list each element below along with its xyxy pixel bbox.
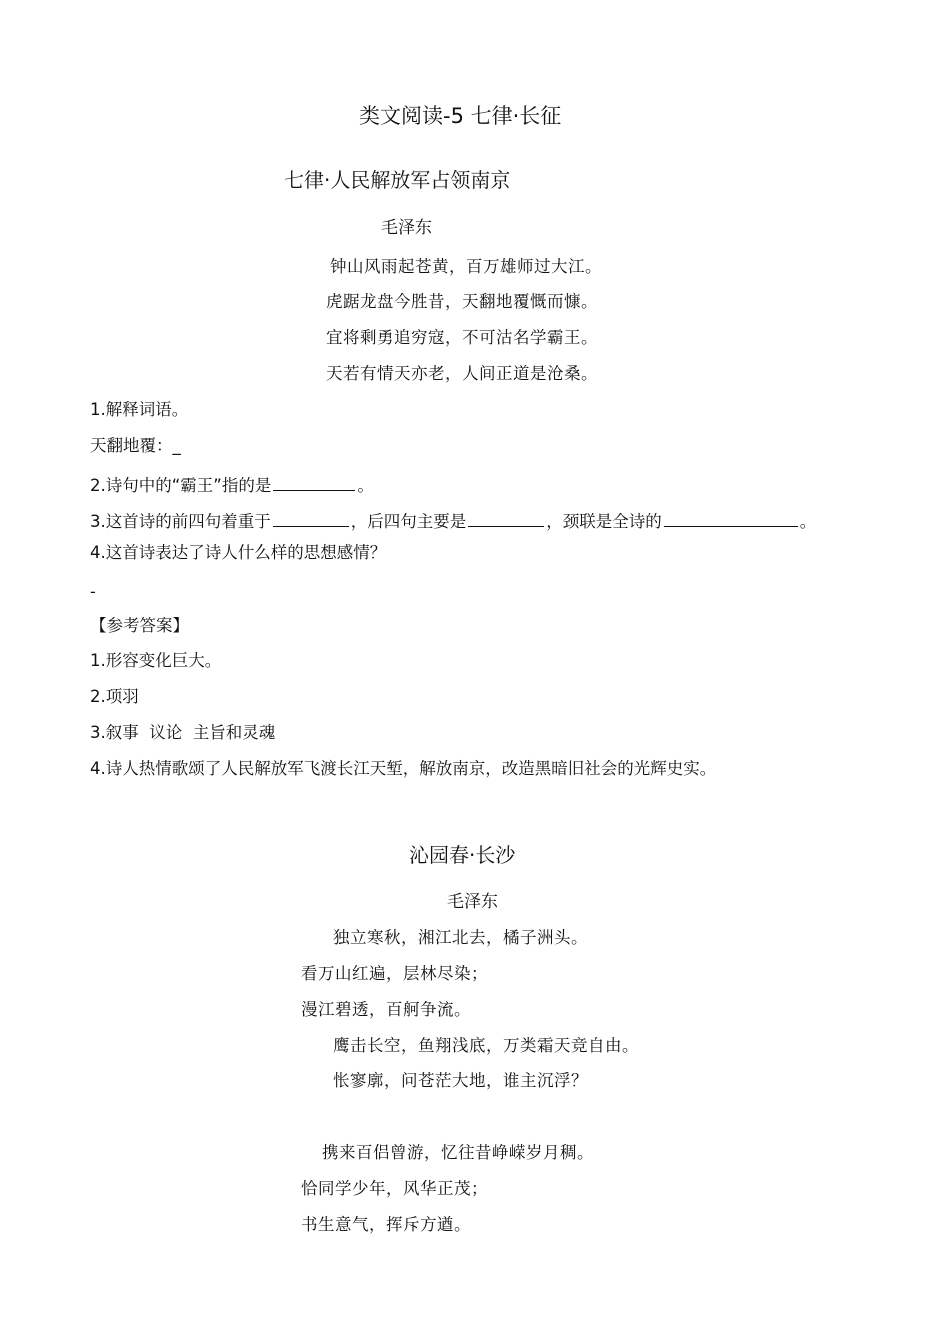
question-2-end: 。 (357, 476, 374, 495)
question-4: 4.这首诗表达了诗人什么样的思想感情？ (90, 543, 387, 562)
answer-2: 2.项羽 (90, 687, 139, 706)
answer-blank (273, 510, 349, 527)
question-2 (90, 474, 374, 495)
poem1-line: 钟山风雨起苍黄，百万雄师过大江。 (330, 257, 602, 276)
question-3-part-c: ，颈联是全诗的 (546, 512, 662, 531)
question-3-end: 。 (799, 512, 817, 531)
answer-4: 4.诗人热情歌颂了人民解放军飞渡长江天堑，解放南京，改造黑暗旧社会的光辉史实。 (90, 759, 717, 778)
answer-3: 3.叙事 议论 主旨和灵魂 (90, 723, 276, 742)
poem1-line: 虎踞龙盘今胜昔，天翻地覆慨而慷。 (326, 292, 598, 311)
question-4-answer-mark: - (90, 582, 96, 601)
answer-1: 1.形容变化巨大。 (90, 651, 222, 670)
question-2-text: 2.诗句中的“霸王”指的是 (90, 476, 272, 495)
answers-header: 【参考答案】 (90, 616, 189, 635)
answer-blank (273, 474, 355, 491)
poem2-author: 毛泽东 (447, 892, 498, 912)
question-1-term: 天翻地覆： (90, 436, 173, 455)
poem1-title: 七律·人民解放军占领南京 (284, 168, 511, 192)
poem2-line: 鹰击长空，鱼翔浅底，万类霜天竞自由。 (333, 1036, 639, 1055)
poem1-line: 宜将剩勇追穷寇，不可沽名学霸王。 (326, 328, 598, 347)
question-3-part-a: 3.这首诗的前四句着重于 (90, 512, 271, 531)
poem2-title: 沁园春·长沙 (409, 843, 516, 867)
document-title: 类文阅读-5 七律·长征 (359, 104, 562, 128)
poem2-line: 书生意气，挥斥方遒。 (301, 1215, 471, 1234)
question-3-part-b: ，后四句主要是 (350, 512, 467, 531)
poem2-line: 恰同学少年，风华正茂； (301, 1179, 488, 1198)
poem2-line: 漫江碧透，百舸争流。 (301, 1000, 471, 1019)
question-1: 1.解释词语。 (90, 400, 189, 419)
question-3 (90, 510, 816, 531)
poem1-line: 天若有情天亦老，人间正道是沧桑。 (326, 364, 598, 383)
poem2-line: 独立寒秋，湘江北去，橘子洲头。 (333, 928, 588, 947)
poem2-line: 携来百侣曾游，忆往昔峥嵘岁月稠。 (322, 1143, 594, 1162)
question-1-sub (90, 438, 181, 455)
question-1-answer-mark: _ (172, 436, 181, 455)
answer-blank (468, 510, 544, 527)
answer-blank (664, 510, 798, 527)
poem2-line: 看万山红遍，层林尽染； (301, 964, 488, 983)
poem1-author: 毛泽东 (381, 218, 432, 238)
poem2-line: 怅寥廓，问苍茫大地，谁主沉浮？ (333, 1071, 588, 1090)
